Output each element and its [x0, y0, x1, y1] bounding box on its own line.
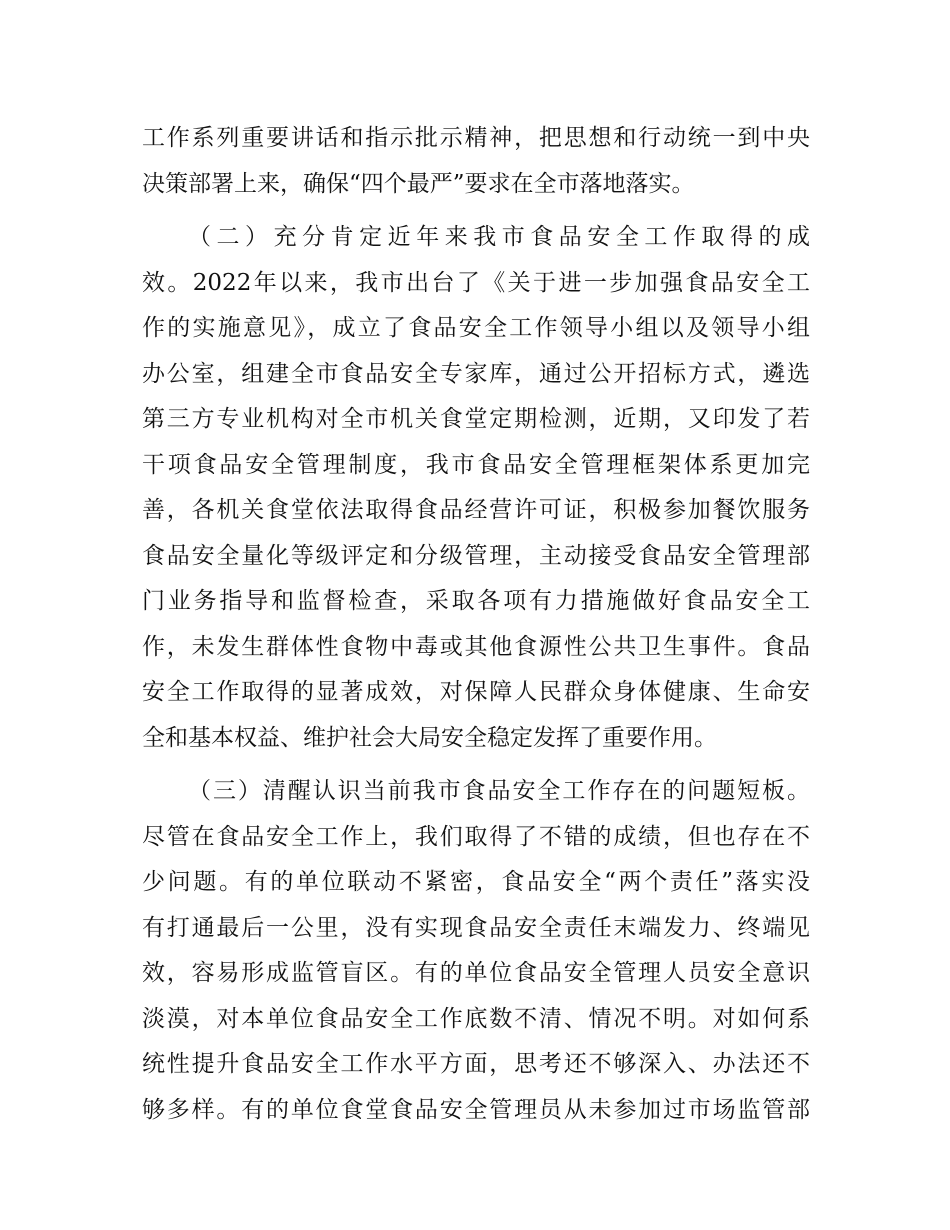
text-line: 作，未发生群体性食物中毒或其他食源性公共卫生事件。食品: [142, 633, 810, 660]
text-line: 善，各机关食堂依法取得食品经营许可证，积极参加餐饮服务: [142, 497, 810, 523]
text-line: 尽管在食品安全工作上，我们取得了不错的成绩，但也存在不: [142, 823, 810, 850]
text-line: 够多样。有的单位食堂食品安全管理员从未参加过市场监管部: [142, 1096, 810, 1123]
text-line: 效，容易形成监管盲区。有的单位食品安全管理人员安全意识: [142, 960, 810, 986]
text-line: 少问题。有的单位联动不紧密，食品安全“两个责任”落实没: [142, 869, 810, 895]
text-line: 办公室，组建全市食品安全专家库，通过公开招标方式，遴选: [142, 360, 810, 387]
text-line: 决策部署上来，确保“四个最严”要求在全市落地落实。: [142, 170, 695, 197]
paragraph-heading-line: （三）清醒认识当前我市食品安全工作存在的问题短板。: [188, 778, 810, 804]
text-line: 效。2022年以来，我市出台了《关于进一步加强食品安全工: [142, 269, 810, 296]
text-line: 有打通最后一公里，没有实现食品安全责任末端发力、终端见: [142, 914, 810, 941]
text-line: 作的实施意见》，成立了食品安全工作领导小组以及领导小组: [142, 315, 810, 341]
text-line: 全和基本权益、维护社会大局安全稳定发挥了重要作用。: [142, 724, 717, 751]
text-line: 门业务指导和监督检查，采取各项有力措施做好食品安全工: [142, 588, 810, 614]
text-line: 食品安全量化等级评定和分级管理，主动接受食品安全管理部: [142, 542, 810, 569]
text-line: 干项食品安全管理制度，我市食品安全管理框架体系更加完: [142, 451, 810, 478]
text-line: 第三方专业机构对全市机关食堂定期检测，近期，又印发了若: [142, 406, 810, 432]
paragraph-spacing: [142, 761, 810, 769]
paragraph-1-continued: [142, 116, 810, 207]
paragraph-heading-line: （二）充分肯定近年来我市食品安全工作取得的成: [188, 224, 810, 250]
document-body: [142, 116, 810, 1133]
paragraph-3-problems: [142, 769, 810, 1133]
paragraph-2-achievements: [142, 215, 810, 761]
text-line: 统性提升食品安全工作水平方面，思考还不够深入、办法还不: [142, 1051, 810, 1077]
text-line: 安全工作取得的显著成效，对保障人民群众身体健康、生命安: [142, 679, 810, 705]
text-line: 淡漠，对本单位食品安全工作底数不清、情况不明。对如何系: [142, 1005, 810, 1032]
paragraph-spacing: [142, 207, 810, 215]
text-line: 工作系列重要讲话和指示批示精神，把思想和行动统一到中央: [142, 125, 810, 151]
